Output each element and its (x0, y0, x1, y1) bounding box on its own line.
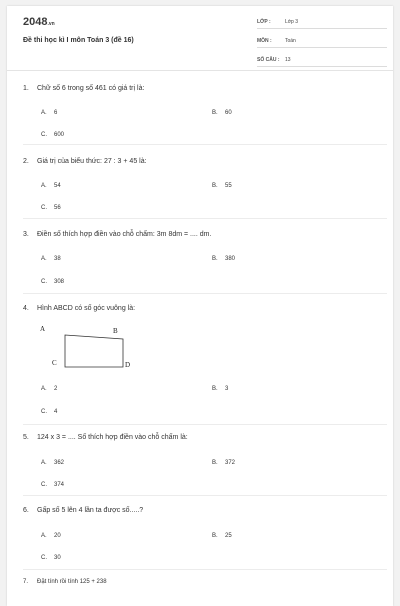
exam-meta (257, 14, 387, 71)
vertex-c-label: C (52, 359, 57, 367)
separator (23, 424, 387, 425)
meta-question-count: SỐ CÂU : 13 (257, 52, 387, 67)
option-c[interactable]: C. 4 (41, 409, 58, 415)
option-b[interactable]: B. 3 (212, 386, 229, 392)
question-text: 7. Đặt tính rồi tính 125 + 238 (23, 579, 107, 585)
header-divider (7, 70, 393, 71)
option-b[interactable]: B. 372 (212, 460, 236, 466)
exam-sheet (7, 6, 393, 606)
option-b[interactable]: B. 60 (212, 110, 232, 116)
separator (23, 495, 387, 496)
question-text: 3. Điền số thích hợp điền vào chỗ chấm: 3m 8dm = .... dm. (23, 231, 212, 238)
option-c[interactable]: C. 600 (41, 132, 65, 138)
separator (23, 144, 387, 145)
option-a[interactable]: A. 362 (41, 460, 65, 466)
vertex-b-label: B (113, 327, 118, 335)
separator (23, 569, 387, 570)
option-a[interactable]: A. 38 (41, 256, 61, 262)
question-text: 4. Hình ABCD có số góc vuông là: (23, 305, 136, 312)
vertex-d-label: D (125, 361, 131, 369)
option-a[interactable]: A. 54 (41, 183, 61, 189)
option-a[interactable]: A. 2 (41, 386, 58, 392)
question-text: 5. 124 x 3 = .... Số thích hợp điền vào chỗ chấm là: (23, 434, 188, 441)
meta-class: LỚP : Lớp 3 (257, 14, 387, 29)
question-text: 2. Giá trị của biểu thức: 27 : 3 + 45 là: (23, 158, 147, 165)
logo: 2048.vn (23, 16, 55, 28)
meta-subject: MÔN : Toán (257, 33, 387, 48)
option-a[interactable]: A. 6 (41, 110, 58, 116)
question-text: 6. Gấp số 5 lên 4 lần ta được số.....? (23, 507, 144, 514)
option-b[interactable]: B. 380 (212, 256, 236, 262)
option-c[interactable]: C. 30 (41, 555, 61, 561)
header (7, 6, 393, 68)
exam-title: Đề thi học kì I môn Toán 3 (đề 16) (23, 37, 134, 44)
option-a[interactable]: A. 20 (41, 533, 61, 539)
separator (23, 218, 387, 219)
vertex-a-label: A (40, 325, 46, 333)
question-text: 1. Chữ số 6 trong số 461 có giá trị là: (23, 85, 145, 92)
option-c[interactable]: C. 56 (41, 205, 61, 211)
option-c[interactable]: C. 308 (41, 279, 65, 285)
separator (23, 293, 387, 294)
option-b[interactable]: B. 55 (212, 183, 232, 189)
quadrilateral-figure (40, 321, 143, 371)
option-b[interactable]: B. 25 (212, 533, 232, 539)
option-c[interactable]: C. 374 (41, 482, 65, 488)
